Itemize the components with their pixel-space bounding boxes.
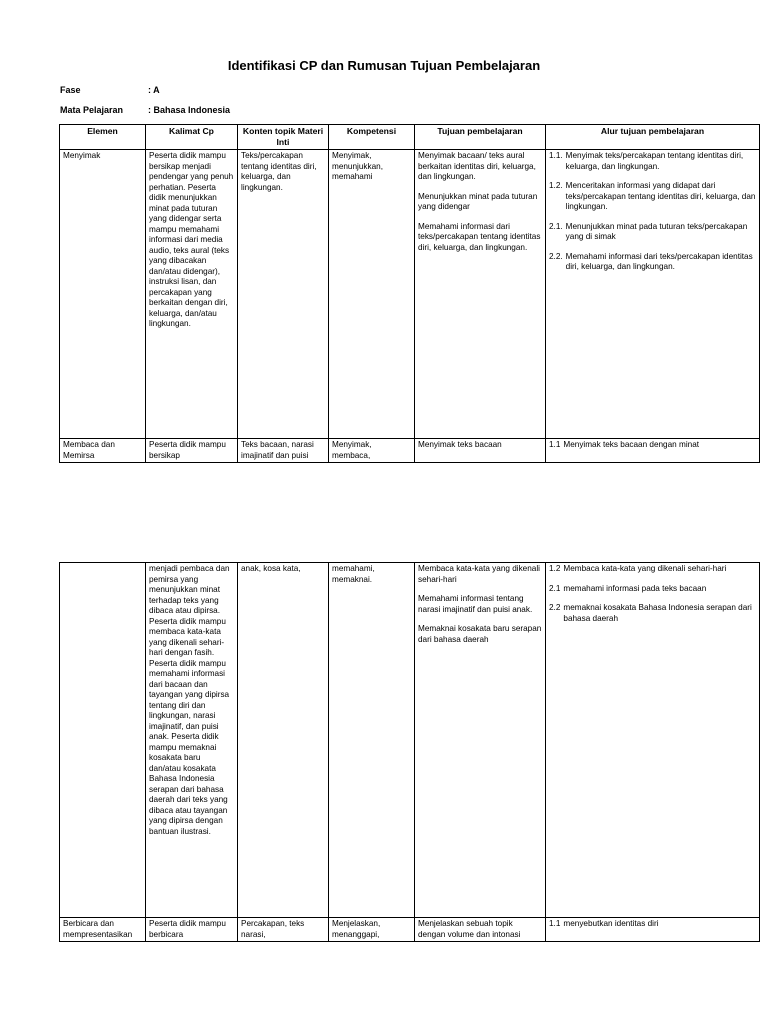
alur-text: menyebutkan identitas diri — [563, 919, 659, 928]
alur-number: 1.2. — [549, 181, 563, 190]
alur-item — [549, 440, 756, 451]
tujuan-item: Membaca kata-kata yang dikenali sehari-hari — [418, 564, 540, 584]
cell-alur — [546, 150, 760, 439]
cell-kompetensi: Menyimak, membaca, — [329, 439, 415, 463]
header-tujuan: Tujuan pembelajaran — [415, 125, 546, 150]
alur-number: 2.1 — [549, 583, 561, 593]
cell-konten: Teks/percakapan tentang identitas diri, keluarga, dan lingkungan. — [238, 150, 329, 439]
alur-item — [549, 564, 756, 575]
alur-text: Menceritakan informasi yang didapat dari teks/percakapan tentang identitas diri, keluarga, dan lingkungan. — [565, 181, 756, 211]
alur-item — [549, 919, 756, 930]
header-konten-topik: Konten topik Materi Inti — [238, 125, 329, 150]
cell-alur — [546, 563, 760, 918]
tujuan-item: Memahami informasi tentang narasi imajinatif dan puisi anak. — [418, 594, 533, 614]
cell-kalimat: Peserta didik mampu berbicara — [146, 918, 238, 942]
alur-number: 2.2. — [549, 251, 563, 261]
header-kalimat-cp: Kalimat Cp — [146, 125, 238, 150]
cell-tujuan: Menyimak teks bacaan — [415, 439, 546, 463]
alur-number: 2.1. — [549, 221, 563, 231]
mapel-label: Mata Pelajaran — [60, 105, 124, 115]
cell-konten: anak, kosa kata, — [238, 563, 329, 918]
alur-item — [549, 252, 756, 273]
table-header-row — [60, 125, 760, 150]
table-row — [60, 918, 760, 942]
cell-elemen: Berbicara dan mempresentasikan — [60, 918, 146, 942]
cell-kompetensi: Menyimak, menunjukkan, memahami — [329, 150, 415, 439]
table-row — [60, 439, 760, 463]
cp-table-page1 — [59, 124, 760, 463]
alur-text: Memahami informasi dari teks/percakapan identitas diri, keluarga, dan lingkungan. — [565, 251, 753, 271]
cell-elemen: Membaca dan Memirsa — [60, 439, 146, 463]
alur-item — [549, 603, 756, 624]
cell-tujuan — [415, 150, 546, 439]
tujuan-item: Memahami informasi dari teks/percakapan tentang identitas diri, keluarga, dan lingkungan. — [418, 221, 541, 252]
tujuan-item: Menunjukkan minat pada tuturan yang didengar — [418, 191, 538, 211]
cell-kalimat: menjadi pembaca dan pemirsa yang menunjukkan minat terhadap teks yang dibaca atau dipirsa. Peserta didik mampu membaca kata-kata yang dikenali sehari-hari dengan fasih. Peserta didik mampu memahami informasi dari bacaan dan tayangan yang dipirsa tentang diri dan lingkungan, narasi imajinatif, dan puisi anak. Peserta didik mampu memaknai kosakata baru dan/atau kosakata Bahasa Indonesia serapan dari bahasa daerah dari teks yang dibaca atau tayangan yang dipirsa dengan bantuan ilustrasi. — [146, 563, 238, 918]
alur-number: 1.1. — [549, 151, 563, 160]
alur-item — [549, 222, 756, 243]
cell-kompetensi: memahami, memaknai. — [329, 563, 415, 918]
cell-elemen: Menyimak — [60, 150, 146, 439]
mapel-value: : Bahasa Indonesia — [148, 105, 231, 115]
cell-elemen — [60, 563, 146, 918]
alur-text: memaknai kosakata Bahasa Indonesia serapan dari bahasa daerah — [563, 603, 752, 623]
alur-number: 1.1 — [549, 440, 561, 449]
alur-text: Membaca kata-kata yang dikenali sehari-hari — [563, 564, 727, 573]
header-kompetensi: Kompetensi — [329, 125, 415, 150]
fase-label: Fase — [60, 85, 81, 95]
table-row — [60, 150, 760, 439]
fase-value: : A — [148, 85, 160, 95]
header-elemen: Elemen — [60, 125, 146, 150]
document-title: Identifikasi CP dan Rumusan Tujuan Pembelajaran — [227, 58, 541, 73]
alur-item — [549, 151, 756, 172]
alur-item — [549, 181, 756, 213]
cell-alur — [546, 918, 760, 942]
alur-number: 1.1 — [549, 919, 561, 928]
cell-konten: Percakapan, teks narasi, — [238, 918, 329, 942]
alur-text: Menyimak teks/percakapan tentang identitas diri, keluarga, dan lingkungan. — [565, 151, 744, 171]
cell-kalimat: Peserta didik mampu bersikap menjadi pendengar yang penuh perhatian. Peserta didik menunjukkan minat pada tuturan yang didengar serta mampu memahami informasi dari media audio, teks aural (teks yang dibacakan dan/atau didengar), instruksi lisan, dan percakapan yang berkaitan dengan diri, keluarga, dan/atau lingkungan. — [146, 150, 238, 439]
cell-tujuan — [415, 563, 546, 918]
alur-number: 1.2 — [549, 564, 561, 573]
tujuan-item: Menyimak bacaan/ teks aural berkaitan identitas diri, keluarga, dan lingkungan. — [418, 151, 536, 181]
tujuan-item: Memaknai kosakata baru serapan dari bahasa daerah — [418, 624, 542, 644]
alur-text: memahami informasi pada teks bacaan — [563, 583, 707, 593]
cell-alur — [546, 439, 760, 463]
header-alur: Alur tujuan pembelajaran — [546, 125, 760, 150]
cell-kompetensi: Menjelaskan, menanggapi, — [329, 918, 415, 942]
cell-kalimat: Peserta didik mampu bersikap — [146, 439, 238, 463]
cell-tujuan: Menjelaskan sebuah topik dengan volume dan intonasi — [415, 918, 546, 942]
cp-table-page2 — [59, 562, 760, 942]
alur-text: Menunjukkan minat pada tuturan teks/percakapan yang di simak — [565, 221, 748, 241]
alur-text: Menyimak teks bacaan dengan minat — [563, 440, 700, 449]
alur-item — [549, 584, 756, 595]
table-row — [60, 563, 760, 918]
cell-konten: Teks bacaan, narasi imajinatif dan puisi — [238, 439, 329, 463]
alur-number: 2.2 — [549, 603, 561, 612]
